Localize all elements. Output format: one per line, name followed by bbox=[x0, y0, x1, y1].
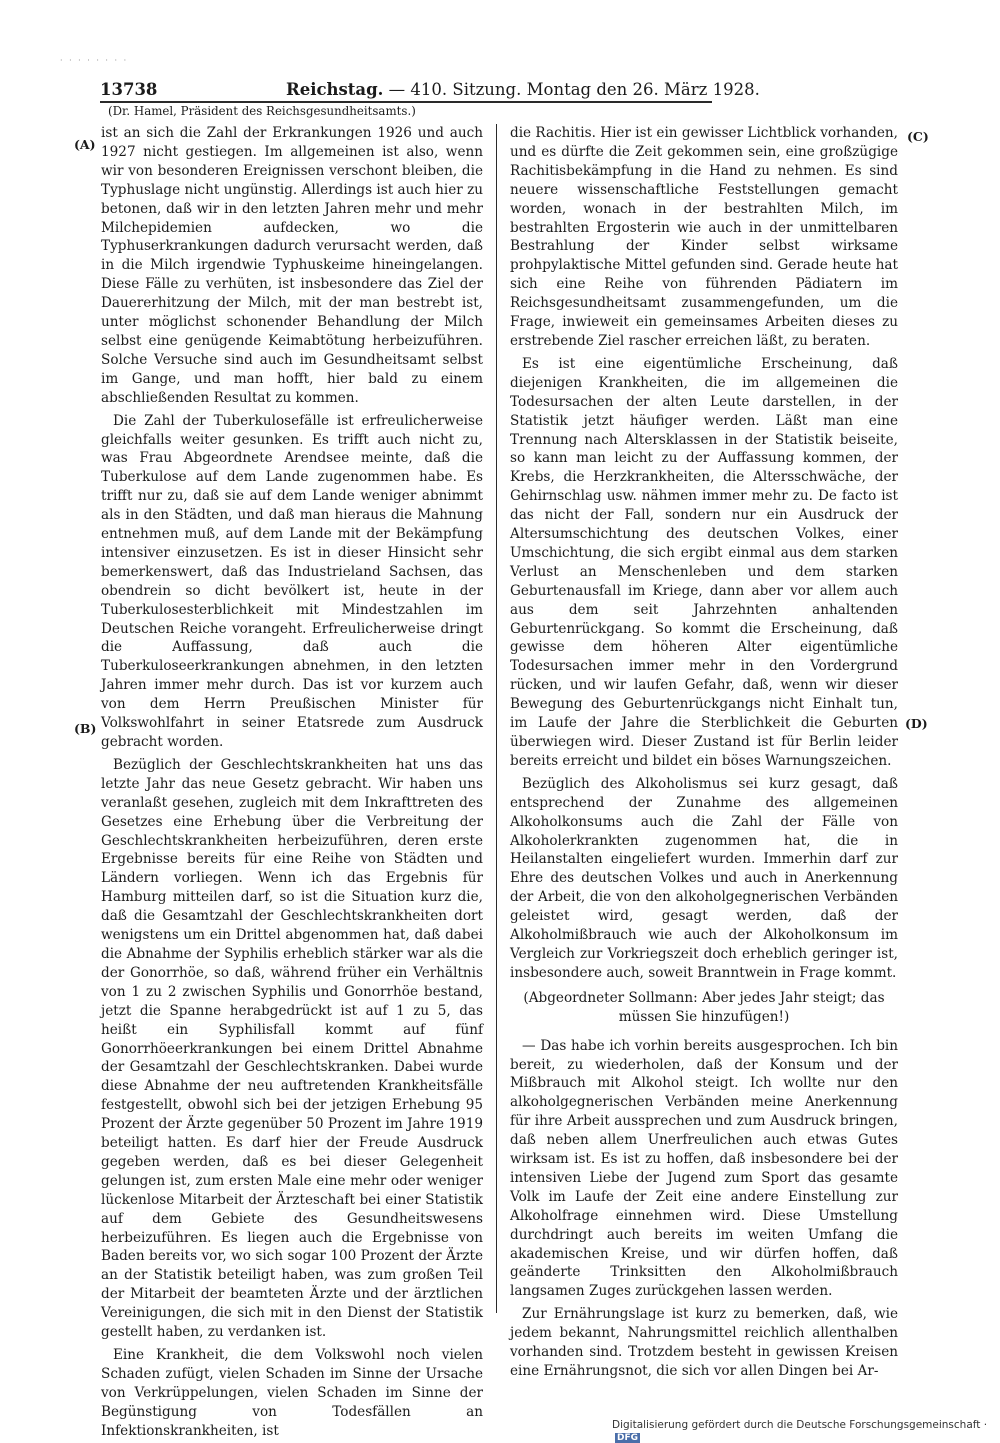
right-paragraph-mortality: Es ist eine eigentümliche Erscheinung, daß diejenigen Krankheiten, die im allgemeinen die Todesursachen der alten Leute darstellen, in der Statistik jetzt häufiger werden. Läßt man eine Trennung nach Altersklassen in der Statistik beiseite, so kann man leicht zu der Auffassung kommen, der Krebs, die Herzkrankheiten, die Altersschwäche, der Gehirnschlag usw. nähmen immer mehr zu. De facto ist das nicht der Fall, sondern nur ein Ausdruck der Altersumschichtung des deutschen Volkes, einer Umschichtung, die sich ergibt einmal aus dem starken Verlust an Menschenleben und dem starken Geburtenausfall im Kriege, dann aber vor allem auch aus dem seit Jahrzehnten anhaltenden Geburtenrückgang. So kommt die Erscheinung, daß gewisse dem höheren Alter eigentümliche Todesursachen immer mehr in den Vordergrund rücken, und wir laufen Gefahr, daß, wenn wir dieser Bewegung des Geburtenrückgangs nicht Einhalt tun, im Laufe der Jahre die Sterblichkeit die Geburten überwiegen wird. Dieser Zustand ist für Berlin leider bereits erreicht und bildet ein böses Warnungszeichen. bbox=[510, 355, 898, 769]
interjection: (Abgeordneter Sollmann: Aber jedes Jahr steigt; das müssen Sie hinzufügen!) bbox=[523, 989, 885, 1025]
margin-marker-c: (C) bbox=[907, 129, 929, 144]
margin-marker-d: (D) bbox=[905, 716, 928, 731]
scan-artifact: · · · · · · · · bbox=[60, 56, 129, 65]
right-column bbox=[510, 124, 898, 1381]
margin-marker-b: (B) bbox=[74, 721, 97, 736]
header-chamber: Reichstag. bbox=[286, 80, 384, 99]
column-divider bbox=[496, 124, 497, 1313]
right-paragraph-reply: — Das habe ich vorhin bereits ausgesprochen. Ich bin bereit, zu wiederholen, daß der Konsum und der Mißbrauch mit Alkohol steigt. Ich wollte nur den alkoholgegnerischen Verbänden meine Anerkennung für ihre Arbeit aussprechen und zum Ausdruck bringen, daß neben allem Unerfreulichen auch etwas Gutes wirksam ist. Es ist zu hoffen, daß insbesondere bei der intensiven Liebe der Jugend zum Sport das gesamte Volk im Laufe der Zeit eine andere Einstellung zur Alkoholfrage einnehmen wird. Diese Umstellung durchdringt auch bereits im weiten Umfang die akademischen Kreise, und wir dürfen hoffen, daß geänderte Trinksitten den Alkoholmißbrauch langsamen Zuges zurückgehen lassen werden. bbox=[510, 1037, 898, 1300]
right-paragraph-rickets: die Rachitis. Hier ist ein gewisser Lichtblick vorhanden, und es dürfte die Zeit gekommen sein, eine großzügige Rachitisbekämpfung in die Hand zu nehmen. Es sind neuere wissenschaftliche Feststellungen gemacht worden, wonach in der bestrahlten Milch, im bestrahlten Ergosterin wie auch in der unmittelbaren Bestrahlung der Kinder selbst wirksame prohpylaktische Mittel gefunden sind. Gerade heute hat sich eine Reihe von führenden Pädiatern im Reichsgesundheitsamt zusammengefunden, um die Frage, inwieweit ein gemeinsames Arbeiten dieses zu erstrebende Ziel rascher erreichen läßt, zu beraten. bbox=[510, 125, 898, 349]
right-paragraph-nutrition: Zur Ernährungslage ist kurz zu bemerken, daß, wie jedem bekannt, Nahrungsmittel reichlich allenthalben vorhanden sind. Trotzdem besteht in gewissen Kreisen eine Ernährungsnot, die sich vor allen Dingen bei Ar- bbox=[510, 1306, 898, 1379]
left-column bbox=[101, 124, 483, 1441]
header-session: — 410. Sitzung. bbox=[388, 80, 522, 99]
left-paragraph-tuberculosis: Die Zahl der Tuberkulosefälle ist erfreulicherweise gleichfalls weiter gesunken. Es trifft auch nicht zu, was Frau Abgeordnete Arendsee meinte, daß die Tuberkulose auf dem Lande zugenommen habe. Es trifft nur zu, daß sie auf dem Lande weniger abnimmt als in den Städten, und daß man hieraus die Mahnung entnehmen muß, auf dem Lande mit der Bekämpfung intensiver einzusetzen. Es ist in dieser Hinsicht sehr bemerkenswert, daß das Industrieland Sachsen, das obendrein so dicht bevölkert ist, heute in der Tuberkulosesterblichkeit mit Mindestzahlen im Deutschen Reiche vorangeht. Erfreulicherweise dringt die Auffassung, daß auch die Tuberkuloseerkrankungen abnehmen, in den letzten Jahren immer mehr durch. Das ist vor kurzem auch von dem Herrn Preußischen Minister für Volkswohlfahrt in seiner Etatsrede zum Ausdruck gebracht worden. bbox=[101, 412, 483, 750]
header-rule bbox=[100, 101, 712, 103]
page-number: 13738 bbox=[100, 80, 158, 99]
page-header bbox=[100, 80, 760, 102]
footer-text: Digitalisierung gefördert durch die Deutsche Forschungsgemeinschaft · bbox=[612, 1419, 988, 1431]
left-paragraph-venereal: Bezüglich der Geschlechtskrankheiten hat uns das letzte Jahr das neue Gesetz gebracht. Wir haben uns veranlaßt gesehen, zugleich mit dem Inkrafttreten des Gesetzes eine Erhebung über die Verbreitung der Geschlechtskrankheiten herbeizuführen, deren erste Ergebnisse bereits für eine Reihe von Städten und Ländern vorliegen. Wenn ich das Ergebnis für Hamburg mitteilen darf, so ist die Situation kurz die, daß die Gesamtzahl der Geschlechtskrankheiten dort wenigstens um ein Drittel abgenommen hat, daß dabei die Abnahme der Syphilis erheblich stärker war als die der Gonorrhöe, so daß, während früher ein Verhältnis von 1 zu 2 zwischen Syphilis und Gonorrhöe bestand, jetzt die Spanne herabgedrückt ist auf 1 zu 5, das heißt ein Syphilisfall kommt auf fünf Gonorrhöeerkrankungen bei einem Drittel Abnahme der Gesamtzahl der Geschlechtskranken. Dabei wurde diese Abnahme der neu auftretenden Krankheitsfälle festgestellt, obwohl sich bei der jetzigen Erhebung 95 Prozent der Ärzte gegenüber 50 Prozent im Jahre 1919 beteiligt hatten. Es darf hier der Freude Ausdruck gegeben werden, daß es bei dieser Gelegenheit gelungen ist, zum ersten Male eine mehr oder weniger lückenlose Mitarbeit der Ärzteschaft bei einer Statistik auf dem Gebiete des Gesundheitswesens herbeizuführen. Es liegen auch die Ergebnisse von Baden bereits vor, wo sich sogar 100 Prozent der Ärzte an der Statistik beteiligt haben, was zum großen Teil der Mitarbeit der beamteten Ärzte und der ärztlichen Vereinigungen, die sich mit in den Dienst der Statistik gestellt haben, zu verdanken ist. bbox=[101, 756, 483, 1341]
left-paragraph-typhus: ist an sich die Zahl der Erkrankungen 1926 und auch 1927 nicht gestiegen. Im allgemeinen ist also, wenn wir von besonderen Ereignissen verschont bleiben, die Typhuslage nicht ungünstig. Allerdings ist auch hier zu betonen, daß wir in den letzten Jahren mehr und mehr Milchepidemien aufdecken, wo die Typhuserkrankungen dadurch verursacht werden, daß in die Milch irgendwie Typhuskeime hineingelangen. Diese Fälle zu verhüten, ist insbesondere das Ziel der Dauererhitzung der Milch, mit der man bestrebt ist, unter möglichst schonender Behandlung der Milch selbst eine genügende Keimabtötung herbeizuführen. Solche Versuche sind auch im Gesundheitsamt selbst im Gange, und man hofft, hier bald zu einem abschließenden Resultat zu kommen. bbox=[101, 125, 483, 406]
margin-marker-a: (A) bbox=[74, 137, 96, 152]
header-date: Montag den 26. März 1928. bbox=[526, 80, 760, 99]
speaker-note: (Dr. Hamel, Präsident des Reichsgesundheitsamts.) bbox=[108, 104, 416, 118]
dfg-logo: DFG bbox=[617, 1433, 639, 1443]
footer-credit bbox=[612, 1419, 1000, 1443]
right-paragraph-alcoholism: Bezüglich des Alkoholismus sei kurz gesagt, daß entsprechend der Zunahme des allgemeinen Alkoholkonsums auch die Zahl der Fälle von Alkoholerkrankten zugenommen hat, die in Heilanstalten eingeliefert wurden. Immerhin darf zur Ehre des deutschen Volkes und auch in Anerkennung der Arbeit, die von den alkoholgegnerischen Verbänden geleistet wird, gesagt werden, daß der Alkoholmißbrauch wie auch der Alkoholkonsum im Vergleich zur Vorkriegszeit doch erheblich geringer ist, insbesondere auch, soweit Branntwein in Frage kommt. bbox=[510, 775, 898, 981]
left-paragraph-rickets-intro: Eine Krankheit, die dem Volkswohl noch vielen Schaden zufügt, vielen Schaden im Sinne der Ursache von Verkrüppelungen, vielen Schaden im Sinne der Begünstigung von Todesfällen an Infektionskrankheiten, ist bbox=[101, 1347, 483, 1439]
header-title bbox=[286, 80, 760, 99]
